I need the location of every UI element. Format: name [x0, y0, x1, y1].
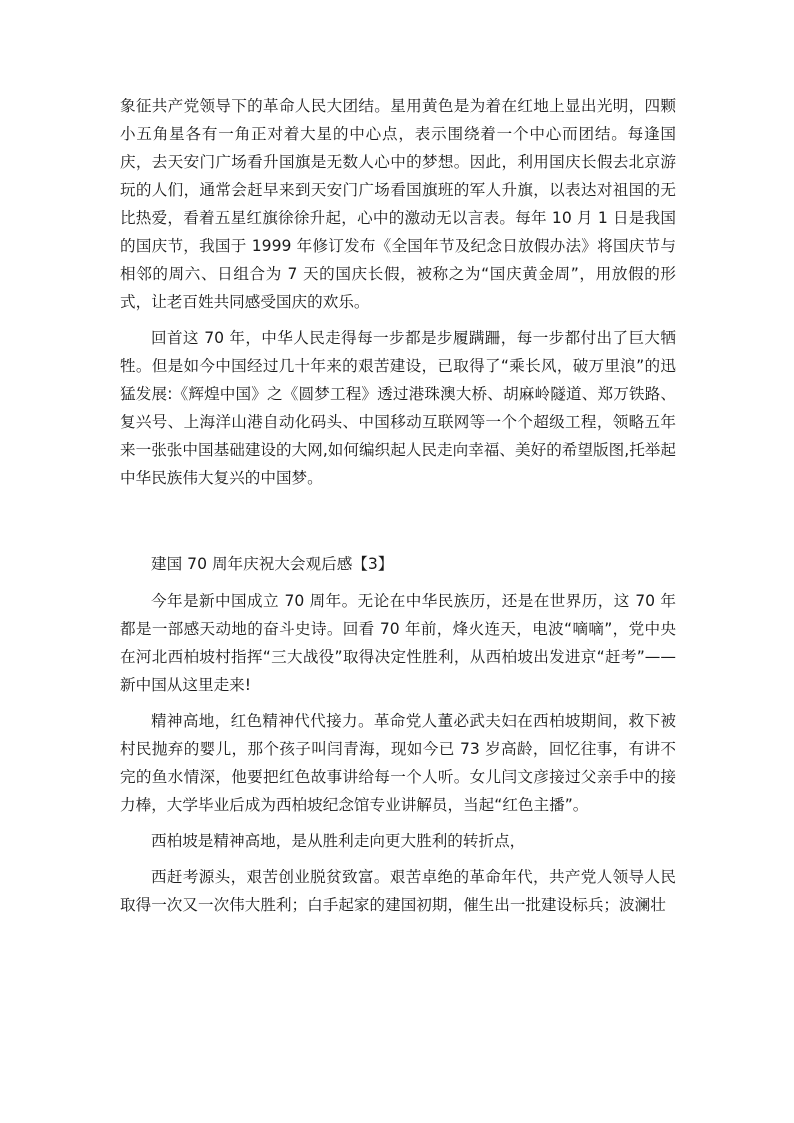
document-body [120, 92, 676, 927]
paragraph-70-years-review: 回首这 70 年，中华人民走得每一步都是步履蹒跚，每一步都付出了巨大牺牲。但是如今中国经过几十年来的艰苦建设，已取得了“乘长风，破万里浪”的迅猛发展:《辉煌中国》之《圆梦工程》透过港珠澳大桥、胡麻岭隧道、郑万铁路、复兴号、上海洋山港自动化码头、中国移动互联网等一个个超级工程，领略五年来一张张中国基础建设的大网,如何编织起人民走向幸福、美好的希望版图,托举起中华民族伟大复兴的中国梦。 [120, 329, 676, 487]
paragraph-national-flag: 象征共产党领导下的革命人民大团结。星用黄色是为着在红地上显出光明，四颗小五角星各有一角正对着大星的中心点，表示围绕着一个中心而团结。每逢国庆，去天安门广场看升国旗是无数人心中的梦想。因此，利用国庆长假去北京游玩的人们，通常会赶早来到天安门广场看国旗班的军人升旗，以表达对祖国的无比热爱，看着五星红旗徐徐升起，心中的激动无以言表。每年 10 月 1 日是我国的国庆节，我国于 1999 年修订发布《全国年节及纪念日放假办法》将国庆节与相邻的周六、日组合为 7 天的国庆长假，被称之为“国庆黄金周”，用放假的形式，让老百姓共同感受国庆的欢乐。 [120, 97, 676, 311]
paragraph-xibaipo-turning-point: 西柏坡是精神高地，是从胜利走向更大胜利的转折点， [151, 832, 526, 850]
paragraph-new-china-70: 今年是新中国成立 70 周年。无论在中华民族历，还是在世界历，这 70 年都是一部感天动地的奋斗史诗。回看 70 年前，烽火连天，电波“嘀嘀”，党中央在河北西柏坡村指挥“三大战役”取得决定性胜利，从西柏坡出发进京“赶考”——新中国从这里走来! [120, 592, 676, 694]
paragraph-xibaipo-origin: 西赶考源头，艰苦创业脱贫致富。艰苦卓绝的革命年代，共产党人领导人民取得一次又一次伟大胜利；白手起家的建国初期，催生出一批建设标兵；波澜壮 [120, 868, 676, 914]
paragraph-red-spirit: 精神高地，红色精神代代接力。革命党人董必武夫妇在西柏坡期间，救下被村民抛弃的婴儿，那个孩子叫闫青海，现如今已 73 岁高龄，回忆往事，有讲不完的鱼水情深，他要把红色故事讲给每一个人听。女儿闫文彦接过父亲手中的接力棒，大学毕业后成为西柏坡纪念馆专业讲解员，当起“红色主播”。 [120, 712, 676, 814]
section-title: 建国 70 周年庆祝大会观后感【3】 [151, 555, 394, 573]
